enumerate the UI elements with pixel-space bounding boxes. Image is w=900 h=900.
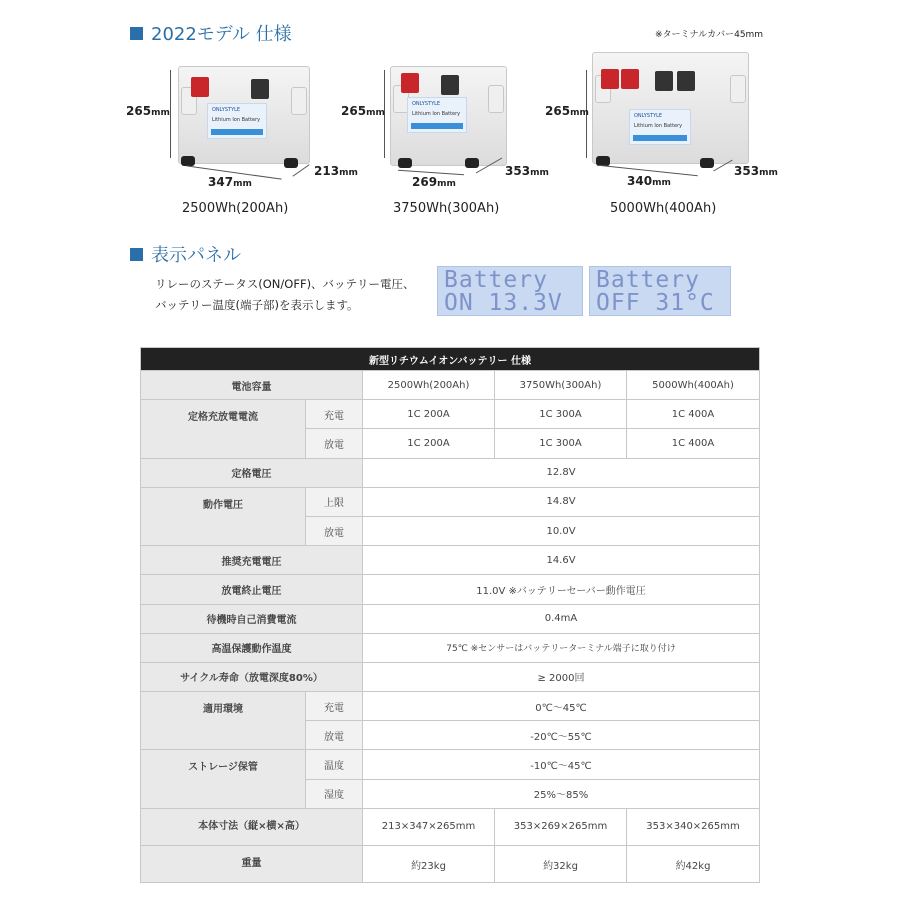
negative-terminal-icon [655, 71, 673, 91]
table-title: 新型リチウムイオンバッテリー 仕様 [141, 348, 760, 371]
positive-terminal-icon [401, 73, 419, 93]
handle-right-icon [488, 85, 504, 113]
battery-caption: 2500Wh(200Ah) [182, 201, 289, 216]
table-row: 重量 約23kg 約32kg 約42kg [141, 846, 760, 883]
dim-width: 340mm [627, 174, 671, 188]
table-row: 動作電圧 上限 14.8V [141, 487, 760, 516]
battery-label: ONLYSTYLE Lithium Ion Battery [407, 97, 467, 133]
table-row: 定格電圧 12.8V [141, 458, 760, 487]
section-title-specs [130, 20, 292, 46]
table-row: 放電 10.0V [141, 516, 760, 545]
handle-right-icon [730, 75, 746, 103]
lcd-panel-on: Battery ON 13.3V [437, 266, 583, 316]
section-title-text: 2022モデル 仕様 [151, 24, 292, 45]
dim-height: 265mm [126, 104, 170, 118]
battery-caption: 5000Wh(400Ah) [610, 201, 717, 216]
section-title-display [130, 241, 241, 267]
battery-body [178, 66, 310, 164]
battery-caption: 3750Wh(300Ah) [393, 201, 500, 216]
table-row: 放電 -20℃～55℃ [141, 721, 760, 750]
display-description: リレーのステータス(ON/OFF)、バッテリー電圧、 バッテリー温度(端子部)を表示します。 [155, 277, 415, 312]
dim-depth: 353mm [505, 164, 549, 178]
dim-width: 269mm [412, 175, 456, 189]
section-title-text: 表示パネル [151, 245, 241, 266]
battery-body [592, 52, 749, 164]
square-bullet-icon [130, 27, 143, 40]
negative-terminal-icon [677, 71, 695, 91]
lcd-panel-off: Battery OFF 31°C [589, 266, 731, 316]
dim-height: 265mm [545, 104, 589, 118]
table-row: 適用環境 充電 0℃～45℃ [141, 692, 760, 721]
table-row: 高温保護動作温度 75℃ ※センサーはバッテリーターミナル端子に取り付け [141, 633, 760, 662]
battery-label: ONLYSTYLE Lithium Ion Battery [207, 103, 267, 139]
table-row: 本体寸法（縦×横×高） 213×347×265mm 353×269×265mm 353×340×265mm [141, 808, 760, 845]
table-row: 待機時自己消費電流 0.4mA [141, 604, 760, 633]
table-row: サイクル寿命（放電深度80%） ≥ 2000回 [141, 662, 760, 691]
positive-terminal-icon [191, 77, 209, 97]
square-bullet-icon [130, 248, 143, 261]
negative-terminal-icon [441, 75, 459, 95]
spec-table [140, 347, 760, 883]
negative-terminal-icon [251, 79, 269, 99]
table-row: 放電 1C 200A 1C 300A 1C 400A [141, 429, 760, 458]
table-row: 定格充放電電流 充電 1C 200A 1C 300A 1C 400A [141, 400, 760, 429]
dim-width: 347mm [208, 175, 252, 189]
table-row: 推奨充電電圧 14.6V [141, 546, 760, 575]
table-row: 湿度 25%～85% [141, 779, 760, 808]
handle-right-icon [291, 87, 307, 115]
positive-terminal-icon [601, 69, 619, 89]
terminal-cover-note: ※ターミナルカバー45mm [655, 30, 764, 40]
table-row: ストレージ保管 温度 -10℃～45℃ [141, 750, 760, 779]
table-row: 電池容量 2500Wh(200Ah) 3750Wh(300Ah) 5000Wh(400Ah) [141, 371, 760, 400]
battery-body [390, 66, 507, 166]
dim-height: 265mm [341, 104, 385, 118]
table-row: 放電終止電圧 11.0V ※バッテリーセーバー動作電圧 [141, 575, 760, 604]
dim-depth: 353mm [734, 164, 778, 178]
dim-depth: 213mm [314, 164, 358, 178]
positive-terminal-icon [621, 69, 639, 89]
battery-label: ONLYSTYLE Lithium Ion Battery [629, 109, 691, 145]
